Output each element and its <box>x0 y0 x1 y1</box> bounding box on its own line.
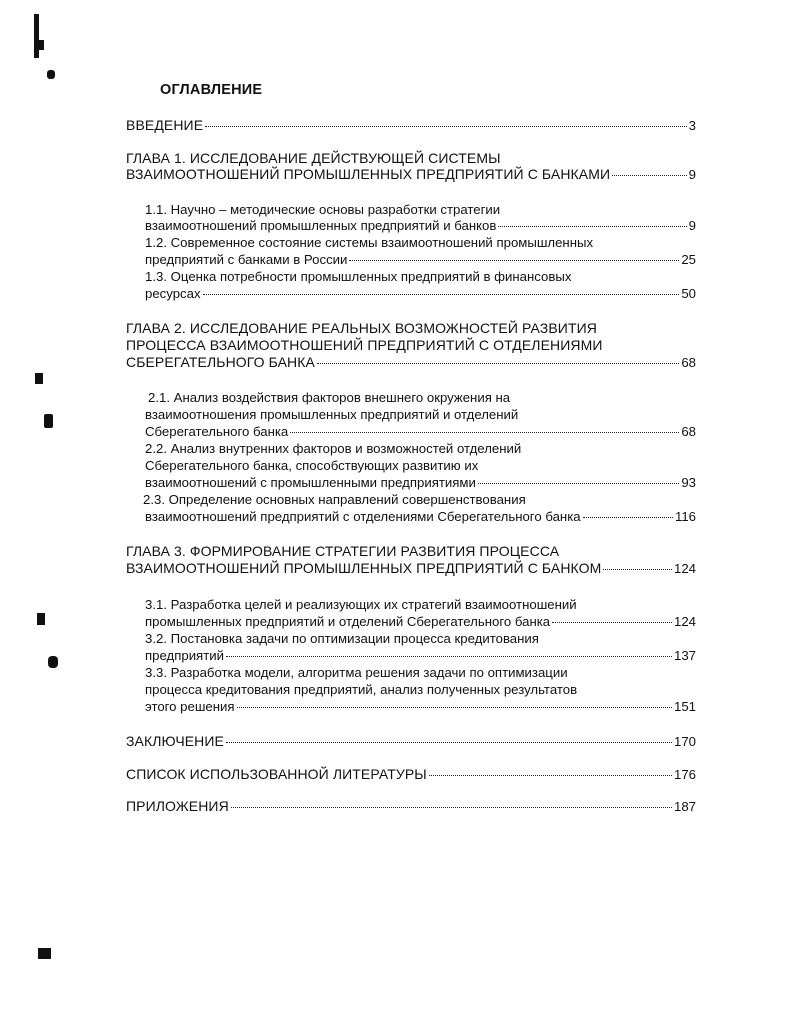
toc-entry-section-1-2 <box>145 251 696 268</box>
toc-entry-chapter-1 <box>126 166 696 183</box>
toc-entry-section-3-3 <box>145 698 696 715</box>
dot-leader <box>478 483 679 484</box>
page-number: 137 <box>673 648 696 663</box>
entry-title: взаимоотношений промышленных предприятий и банков <box>145 218 497 233</box>
section-2-2-line2: Сберегательного банка, способствующих развитию их <box>145 458 479 473</box>
entry-title: взаимоотношений с промышленными предприятиями <box>145 475 476 490</box>
section-3-3-line1: 3.3. Разработка модели, алгоритма решения задачи по оптимизации <box>145 665 568 680</box>
toc-entry-chapter-3 <box>126 560 696 577</box>
dot-leader <box>612 175 686 176</box>
section-1-2-line1: 1.2. Современное состояние системы взаимоотношений промышленных <box>145 235 594 250</box>
toc-entry-section-2-1 <box>145 423 696 440</box>
entry-title: ЗАКЛЮЧЕНИЕ <box>126 733 224 749</box>
dot-leader <box>349 260 679 261</box>
entry-title: предприятий с банками в России <box>145 252 348 267</box>
entry-title: этого решения <box>145 699 235 714</box>
entry-title: ВВЕДЕНИЕ <box>126 117 204 133</box>
toc-entry-section-2-2 <box>145 474 696 491</box>
section-2-1-line2: взаимоотношения промышленных предприятий и отделений <box>145 407 519 422</box>
section-2-1-line1: 2.1. Анализ воздействия факторов внешнего окружения на <box>148 390 511 405</box>
page-number: 50 <box>681 286 696 301</box>
section-2-3-line1: 2.3. Определение основных направлений совершенствования <box>143 492 526 507</box>
scan-mark-dot-3 <box>44 414 53 428</box>
scan-mark-dot-1 <box>47 70 55 79</box>
toc-entry-section-1-3 <box>145 285 696 302</box>
entry-title: Сберегательного банка <box>145 424 289 439</box>
scan-mark-top-left-2 <box>36 40 44 50</box>
toc-entry-references <box>126 766 696 783</box>
dot-leader <box>317 363 679 364</box>
entry-title: СПИСОК ИСПОЛЬЗОВАННОЙ ЛИТЕРАТУРЫ <box>126 766 427 782</box>
chapter-1-title-line1: ГЛАВА 1. ИССЛЕДОВАНИЕ ДЕЙСТВУЮЩЕЙ СИСТЕМЫ <box>126 150 501 166</box>
dot-leader <box>231 807 672 808</box>
scan-mark-bottom <box>38 948 51 959</box>
dot-leader <box>498 226 686 227</box>
dot-leader <box>429 775 672 776</box>
page-number: 9 <box>688 167 696 182</box>
entry-title: взаимоотношений предприятий с отделениями Сберегательного банка <box>145 509 581 524</box>
dot-leader <box>226 742 672 743</box>
toc-entry-chapter-2 <box>126 354 696 371</box>
scan-mark-dot-2 <box>35 373 43 384</box>
entry-title: промышленных предприятий и отделений Сберегательного банка <box>145 614 551 629</box>
dot-leader <box>552 622 672 623</box>
page-number: 3 <box>688 118 696 133</box>
toc-entry-appendix <box>126 798 696 815</box>
dot-leader <box>205 126 687 127</box>
page-number: 124 <box>673 561 696 576</box>
dot-leader <box>226 656 672 657</box>
section-3-3-line2: процесса кредитования предприятий, анализ полученных результатов <box>145 682 578 697</box>
entry-title: предприятий <box>145 648 224 663</box>
toc-entry-section-3-2 <box>145 647 696 664</box>
page-number: 25 <box>681 252 696 267</box>
page-number: 176 <box>673 767 696 782</box>
scan-mark-dot-5 <box>48 656 58 668</box>
page-number: 116 <box>674 509 696 524</box>
section-3-2-line1: 3.2. Постановка задачи по оптимизации процесса кредитования <box>145 631 539 646</box>
toc-entry-section-1-1 <box>145 217 696 234</box>
entry-title: ВЗАИМООТНОШЕНИЙ ПРОМЫШЛЕННЫХ ПРЕДПРИЯТИЙ С БАНКАМИ <box>126 166 611 182</box>
page-number: 93 <box>681 475 696 490</box>
entry-title: ресурсах <box>145 286 201 301</box>
scan-mark-dot-4 <box>37 613 45 625</box>
dot-leader <box>603 569 672 570</box>
toc-entry-intro <box>126 117 696 134</box>
page-number: 124 <box>673 614 696 629</box>
page-number: 68 <box>681 424 696 439</box>
entry-title: СБЕРЕГАТЕЛЬНОГО БАНКА <box>126 354 315 370</box>
section-1-3-line1: 1.3. Оценка потребности промышленных предприятий в финансовых <box>145 269 572 284</box>
dot-leader <box>290 432 679 433</box>
section-3-1-line1: 3.1. Разработка целей и реализующих их стратегий взаимоотношений <box>145 597 577 612</box>
toc-entry-section-2-3 <box>145 508 696 525</box>
toc-entry-section-3-1 <box>145 613 696 630</box>
page-number: 151 <box>673 699 696 714</box>
dot-leader <box>237 707 672 708</box>
page-number: 187 <box>673 799 696 814</box>
chapter-3-title-line1: ГЛАВА 3. ФОРМИРОВАНИЕ СТРАТЕГИИ РАЗВИТИЯ ПРОЦЕССА <box>126 543 560 559</box>
dot-leader <box>203 294 680 295</box>
entry-title: ВЗАИМООТНОШЕНИЙ ПРОМЫШЛЕННЫХ ПРЕДПРИЯТИЙ С БАНКОМ <box>126 560 602 576</box>
chapter-2-title-line2: ПРОЦЕССА ВЗАИМООТНОШЕНИЙ ПРЕДПРИЯТИЙ С ОТДЕЛЕНИЯМИ <box>126 337 603 353</box>
page-number: 170 <box>673 734 696 749</box>
page-number: 9 <box>688 218 696 233</box>
section-2-2-line1: 2.2. Анализ внутренних факторов и возможностей отделений <box>145 441 522 456</box>
toc-entry-conclusion <box>126 733 696 750</box>
section-1-1-line1: 1.1. Научно – методические основы разработки стратегии <box>145 202 501 217</box>
page-number: 68 <box>681 355 696 370</box>
dot-leader <box>583 517 673 518</box>
page-title: ОГЛАВЛЕНИЕ <box>160 82 263 98</box>
scan-mark-top-left <box>34 14 39 58</box>
chapter-2-title-line1: ГЛАВА 2. ИССЛЕДОВАНИЕ РЕАЛЬНЫХ ВОЗМОЖНОСТЕЙ РАЗВИТИЯ <box>126 320 597 336</box>
entry-title: ПРИЛОЖЕНИЯ <box>126 798 229 814</box>
